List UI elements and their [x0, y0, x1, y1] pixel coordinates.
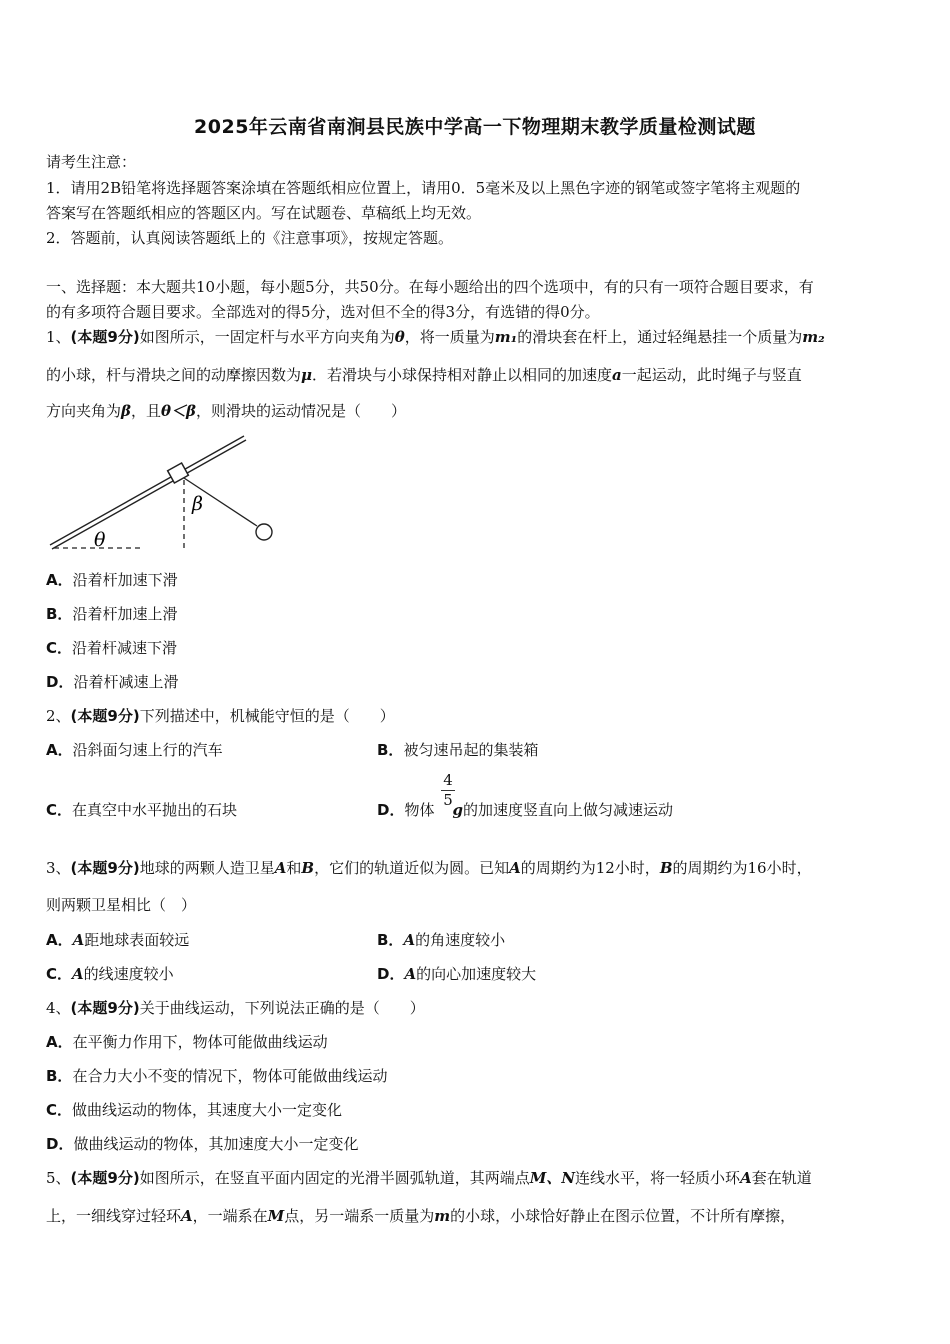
exam-title: 2025年云南省南涧县民族中学高一下物理期末教学质量检测试题 [194, 116, 756, 138]
q4-stem: 4、(本题9分)关于曲线运动，下列说法正确的是（ ） [46, 999, 425, 1017]
q4-option-d[interactable]: D．做曲线运动的物体，其加速度大小一定变化 [46, 1135, 359, 1153]
q1-number: 1、 [46, 328, 71, 346]
m2-symbol: m₂ [802, 328, 825, 346]
section-intro-line-2: 的有多项符合题目要求。全部选对的得5分，选对但不全的得3分，有选错的得0分。 [46, 303, 600, 321]
q5-line-1: 5、(本题9分)如图所示，在竖直平面内固定的光滑半圆弧轨道，其两端点M、N连线水平，将一轻质小环A套在轨道 [46, 1169, 812, 1187]
q3-option-b[interactable]: B．A的角速度较小 [377, 931, 506, 949]
q2-option-c[interactable]: C．在真空中水平抛出的石块 [46, 801, 238, 819]
fraction-denominator: 5 [443, 791, 453, 809]
slider-block [168, 463, 189, 483]
notice-2: 2．答题前，认真阅读答题纸上的《注意事项》，按规定答题。 [46, 229, 454, 247]
q1-score: (本题9分) [70, 328, 140, 346]
q1-option-b[interactable]: B．沿着杆加速上滑 [46, 605, 178, 623]
a-symbol: a [612, 366, 622, 384]
q2-stem: 2、(本题9分)下列描述中，机械能守恒的是（ ） [46, 707, 395, 725]
rod-line-bottom [52, 440, 246, 549]
q2-option-d[interactable]: D．物体 g的加速度竖直向上做匀减速运动 [377, 801, 673, 819]
m1-symbol: m₁ [494, 328, 518, 346]
notice-1-line-1: 1．请用2B铅笔将选择题答案涂填在答题纸相应位置上，请用0．5毫米及以上黑色字迹的钢笔或签字笔将主观题的 [46, 179, 801, 197]
q3-option-d[interactable]: D．A的向心加速度较大 [377, 965, 537, 983]
q2-option-a[interactable]: A．沿斜面匀速上行的汽车 [46, 741, 223, 759]
notice-1-line-2: 答案写在答题纸相应的答题区内。写在试题卷、草稿纸上均无效。 [46, 204, 482, 222]
q1-line-2: 的小球，杆与滑块之间的动摩擦因数为μ．若滑块与小球保持相对静止以相同的加速度a一起运动，此时绳子与竖直 [46, 366, 802, 384]
q3-score: (本题9分) [70, 859, 140, 877]
beta-symbol: β [121, 402, 131, 420]
q1-option-c[interactable]: C．沿着杆减速下滑 [46, 639, 178, 657]
fig-beta-label: β [192, 493, 203, 515]
fraction-four-fifths [441, 772, 455, 809]
q3-line-1: 3、(本题9分)地球的两颗人造卫星A和B，它们的轨道近似为圆。已知A的周期约为12小时，B的周期约为16小时， [46, 859, 812, 877]
q2-option-b[interactable]: B．被匀速吊起的集装箱 [377, 741, 539, 759]
q4-option-c[interactable]: C．做曲线运动的物体，其速度大小一定变化 [46, 1101, 343, 1119]
q4-option-a[interactable]: A．在平衡力作用下，物体可能做曲线运动 [46, 1033, 328, 1051]
q3-option-c[interactable]: C．A的线速度较小 [46, 965, 174, 983]
q4-score: (本题9分) [70, 999, 140, 1017]
q1-line-1: 1、(本题9分)如图所示，一固定杆与水平方向夹角为θ，将一质量为m₁的滑块套在杆上，通过轻绳悬挂一个质量为m₂ [46, 328, 825, 346]
fig-theta-label: θ [94, 529, 106, 551]
q2-score: (本题9分) [70, 707, 140, 725]
fraction-numerator: 4 [443, 771, 453, 789]
q1-option-a[interactable]: A．沿着杆加速下滑 [46, 571, 178, 589]
section-intro-line-1: 一、选择题：本大题共10小题，每小题5分，共50分。在每小题给出的四个选项中，有的只有一项符合题目要求，有 [46, 278, 814, 296]
q5-number: 5、 [46, 1169, 71, 1187]
g-symbol: g [452, 801, 463, 819]
mu-symbol: μ [301, 366, 312, 384]
q2-number: 2、 [46, 707, 71, 725]
rod-line-top [50, 436, 244, 545]
q3-number: 3、 [46, 859, 71, 877]
q1-figure [40, 432, 280, 557]
q3-option-a[interactable]: A．A距地球表面较远 [46, 931, 190, 949]
q5-line-2: 上，一细线穿过轻环A，一端系在M点，另一端系一质量为m的小球，小球恰好静止在图示位置，不计所有摩擦， [46, 1207, 796, 1225]
q4-option-b[interactable]: B．在合力大小不变的情况下，物体可能做曲线运动 [46, 1067, 388, 1085]
q1-line-3: 方向夹角为β，且θ＜β，则滑块的运动情况是（ ） [46, 402, 406, 420]
q3-line-2: 则两颗卫星相比（ ） [46, 896, 197, 914]
condition-expression: θ＜β [161, 402, 196, 420]
q1-option-d[interactable]: D．沿着杆减速上滑 [46, 673, 179, 691]
q4-number: 4、 [46, 999, 71, 1017]
theta-symbol: θ [394, 328, 405, 346]
notice-heading: 请考生注意： [46, 153, 137, 171]
q5-score: (本题9分) [70, 1169, 140, 1187]
ball-circle [256, 524, 272, 540]
